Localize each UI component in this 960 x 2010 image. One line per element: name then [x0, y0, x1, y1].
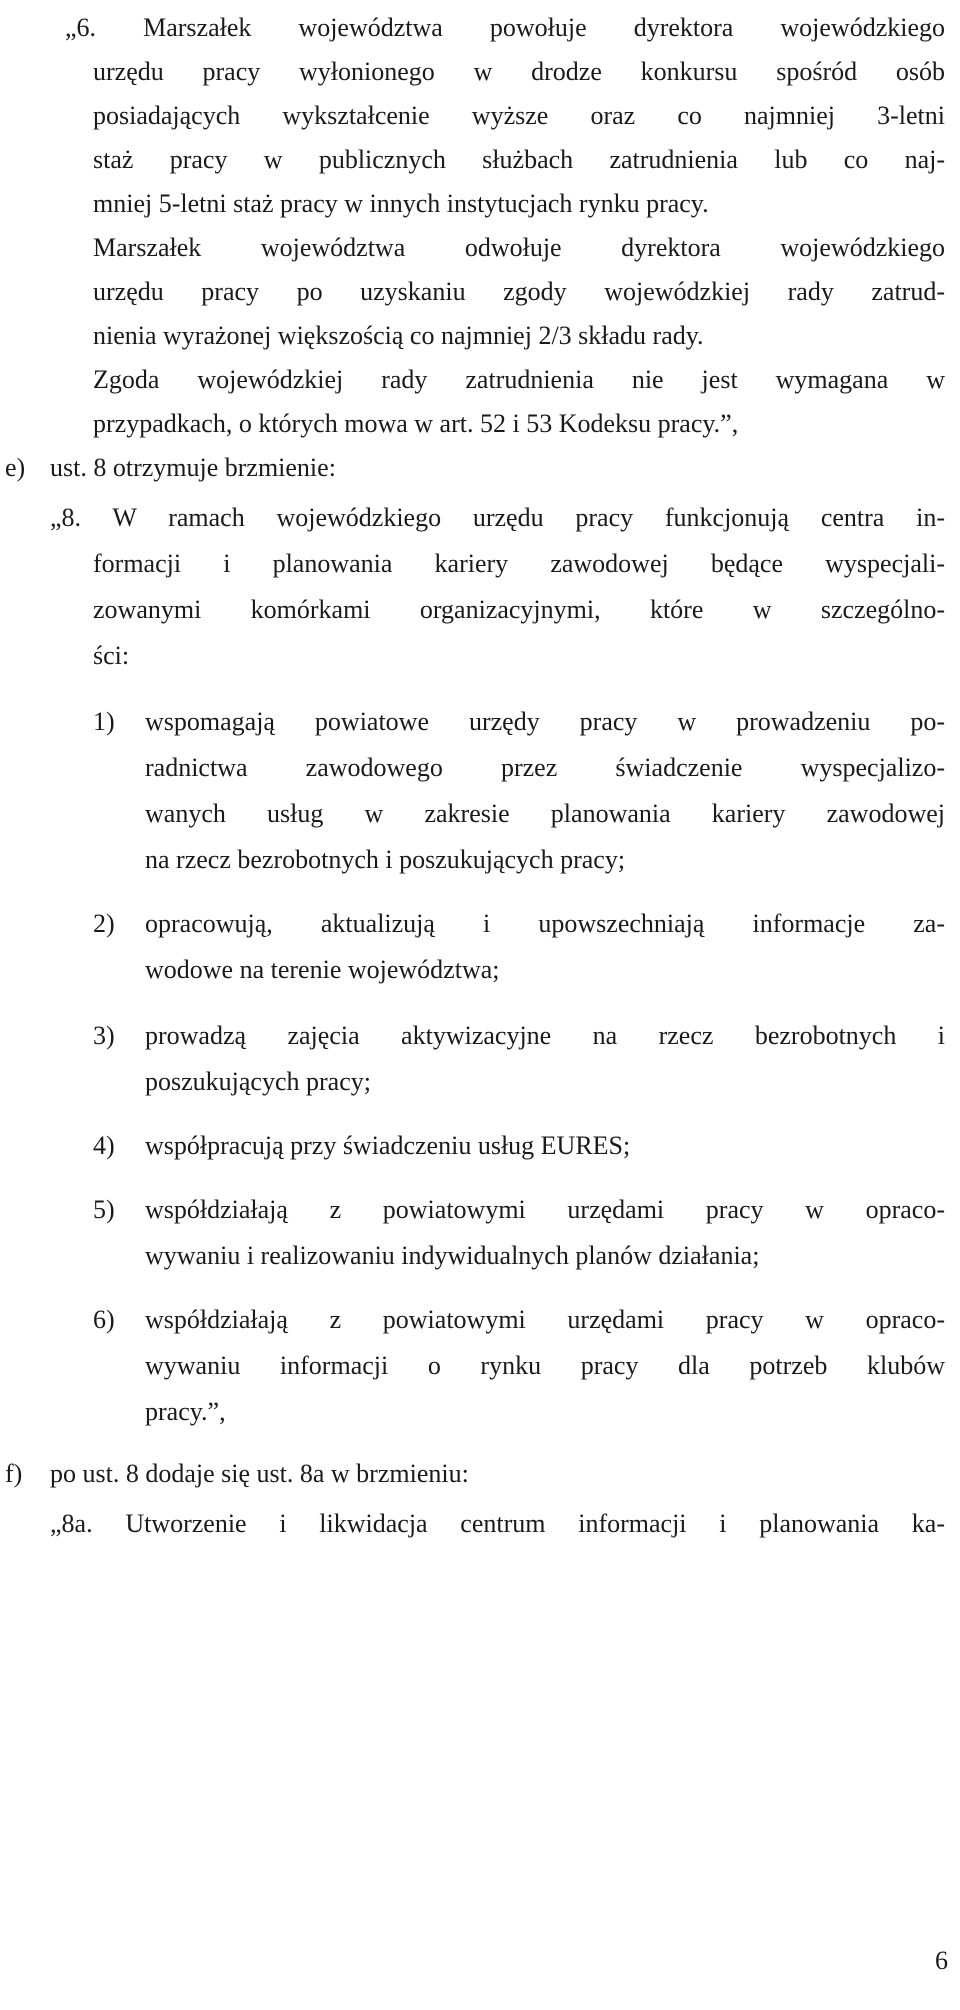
text-line: na rzecz bezrobotnych i poszukujących pracy;	[145, 845, 626, 874]
text-line: wspomagają powiatowe urzędy pracy w prowadzeniu po-	[145, 707, 945, 736]
text-line: „8a. Utworzenie i likwidacja centrum informacji i planowania ka-	[50, 1509, 945, 1538]
list-item-number: 4)	[93, 1131, 115, 1160]
list-item-number: 3)	[93, 1021, 115, 1050]
text-line: poszukujących pracy;	[145, 1067, 371, 1096]
item-text: po ust. 8 dodaje się ust. 8a w brzmieniu:	[50, 1459, 469, 1488]
list-item-number: 1)	[93, 707, 115, 736]
list-item-number: 6)	[93, 1305, 115, 1334]
text-line: mniej 5-letni staż pracy w innych instytucjach rynku pracy.	[93, 189, 709, 218]
text-line: współpracują przy świadczeniu usług EURES;	[145, 1131, 631, 1160]
text-line: formacji i planowania kariery zawodowej będące wyspecjali-	[93, 549, 945, 578]
text-line: zowanymi komórkami organizacyjnymi, które w szczególno-	[93, 595, 945, 624]
item-text: ust. 8 otrzymuje brzmienie:	[50, 453, 336, 482]
text-line: staż pracy w publicznych służbach zatrudnienia lub co naj-	[93, 145, 945, 174]
text-line: ści:	[93, 641, 130, 670]
text-line: opracowują, aktualizują i upowszechniają informacje za-	[145, 909, 945, 938]
text-line: „8. W ramach wojewódzkiego urzędu pracy funkcjonują centra in-	[50, 503, 945, 532]
item-marker: e)	[5, 453, 26, 482]
text-line: współdziałają z powiatowymi urzędami pracy w opraco-	[145, 1305, 945, 1334]
item-marker: f)	[5, 1459, 23, 1488]
text-line: „6. Marszałek województwa powołuje dyrektora wojewódzkiego	[65, 13, 945, 42]
list-item-number: 2)	[93, 909, 115, 938]
text-line: radnictwa zawodowego przez świadczenie wyspecjalizo-	[145, 753, 945, 782]
text-line: Zgoda wojewódzkiej rady zatrudnienia nie jest wymagana w	[93, 365, 945, 394]
text-line: nienia wyrażonej większością co najmniej 2/3 składu rady.	[93, 321, 704, 350]
list-item-number: 5)	[93, 1195, 115, 1224]
text-line: wanych usług w zakresie planowania kariery zawodowej	[145, 799, 945, 828]
text-line: pracy.”,	[145, 1397, 226, 1426]
text-line: przypadkach, o których mowa w art. 52 i 53 Kodeksu pracy.”,	[93, 409, 739, 438]
text-line: współdziałają z powiatowymi urzędami pracy w opraco-	[145, 1195, 945, 1224]
text-line: urzędu pracy wyłonionego w drodze konkursu spośród osób	[93, 57, 945, 86]
text-line: wodowe na terenie województwa;	[145, 955, 500, 984]
text-line: urzędu pracy po uzyskaniu zgody wojewódzkiej rady zatrud-	[93, 277, 945, 306]
page-number: 6	[935, 1946, 948, 1975]
text-line: Marszałek województwa odwołuje dyrektora wojewódzkiego	[93, 233, 945, 262]
text-line: wywaniu informacji o rynku pracy dla potrzeb klubów	[145, 1351, 945, 1380]
text-line: posiadających wykształcenie wyższe oraz co najmniej 3-letni	[93, 101, 945, 130]
text-line: prowadzą zajęcia aktywizacyjne na rzecz bezrobotnych i	[145, 1021, 945, 1050]
text-line: wywaniu i realizowaniu indywidualnych planów działania;	[145, 1241, 760, 1270]
